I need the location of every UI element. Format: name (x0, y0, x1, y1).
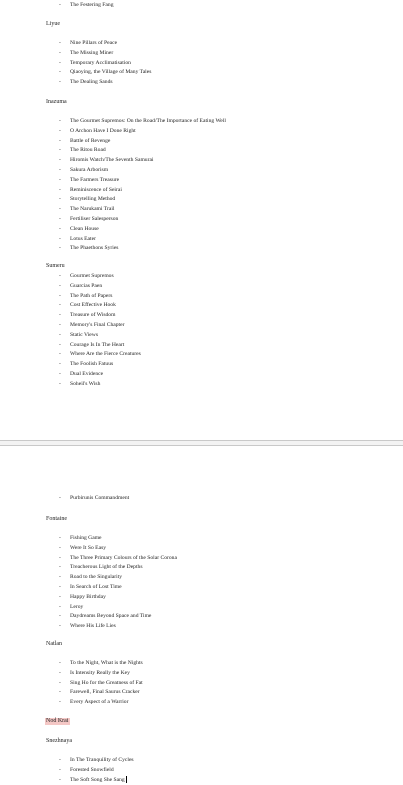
list-item: - O Archon Have I Done Right (0, 127, 226, 137)
list-item: - The Phaethons Syries (0, 244, 226, 254)
list-item: - Soheil's Wish (0, 380, 141, 390)
list-item: - Where His Life Lies (0, 622, 177, 632)
list-item: - Sing Ho for the Greatness of Fat (0, 679, 143, 689)
bullet-list-natlan (0, 659, 143, 708)
list-item: - In Search of Lost Time (0, 583, 177, 593)
list-item: - Dual Evidence (0, 370, 141, 380)
list-item: - To the Night, What is the Nights (0, 659, 143, 669)
list-item: - Guarcias Paen (0, 282, 141, 292)
list-item: - Memory's Final Chapter (0, 321, 141, 331)
list-item: - Road to the Singularity (0, 573, 177, 583)
list-item: - The Path of Papers (0, 292, 141, 302)
list-item: - The Farmers Treasure (0, 176, 226, 186)
list-item: - Treasure of Wisdom (0, 311, 141, 321)
bullet-list-inazuma (0, 117, 226, 254)
list-item: - The Festering Fang (0, 1, 114, 11)
list-item: - Lotus Eater (0, 235, 226, 245)
list-item: - Cost Effective Hook (0, 301, 141, 311)
list-item: - Daydreams Beyond Space and Time (0, 612, 177, 622)
list-item: - Gourmet Supremos (0, 272, 141, 282)
list-item: - The Missing Miner (0, 49, 151, 59)
list-item: - Static Views (0, 331, 141, 341)
list-item: - The Narukami Trail (0, 205, 226, 215)
section-heading-fontaine: Fontaine (46, 516, 67, 522)
list-item: - Farewell, Final Saurus Cracker (0, 688, 143, 698)
list-item: - Clean House (0, 225, 226, 235)
list-item: - Courage Is In The Heart (0, 341, 141, 351)
list-item: - Is Intensity Really the Key (0, 669, 143, 679)
list-item: - Sakura Arborism (0, 166, 226, 176)
list-item: - Temporary Acclimatisation (0, 59, 151, 69)
list-item: - Were It So Easy (0, 544, 177, 554)
section-heading-natlan: Natlan (46, 641, 62, 647)
list-item: - Fishing Game (0, 534, 177, 544)
bullet-list-liyue (0, 39, 151, 88)
list-item: - The Gourmet Supremos: On the Road/The Importance of Eating Well (0, 117, 226, 127)
bullet-list-top (0, 494, 129, 504)
section-heading-inazuma: Inazuma (46, 99, 67, 105)
list-item: - Reminiscence of Seirai (0, 186, 226, 196)
bullet-list-snezhnaya (0, 756, 134, 785)
section-heading-nod-krai[interactable]: Nod Krai (46, 718, 69, 724)
list-item: - In The Tranquility of Cycles (0, 756, 134, 766)
list-item: - Battle of Revenge (0, 137, 226, 147)
list-item: - Hiromis Watch/The Seventh Samurai (0, 156, 226, 166)
list-item: - Forested Snowfield (0, 766, 134, 776)
section-heading-liyue: Liyue (46, 21, 60, 27)
list-item: - The Dealing Sands (0, 78, 151, 88)
list-item: - Happy Birthday (0, 593, 177, 603)
bullet-list-sumeru (0, 272, 141, 390)
list-item: - Nine Pillars of Peace (0, 39, 151, 49)
list-item: - Qiaoying, the Village of Many Tales (0, 68, 151, 78)
list-item: - Treacherous Light of the Depths (0, 563, 177, 573)
bullet-list-top (0, 1, 114, 11)
section-heading-snezhnaya: Snezhnaya (46, 738, 72, 744)
list-item (0, 776, 134, 785)
section-heading-sumeru: Sumeru (46, 263, 65, 269)
list-item: - Where Are the Fierce Creatures (0, 350, 141, 360)
list-item: - Purbirunis Commandment (0, 494, 129, 504)
list-item: - The Ritou Road (0, 146, 226, 156)
list-item-text: The Soft Song She Sang (70, 776, 125, 783)
list-item: - The Three Primary Colours of the Solar Corona (0, 554, 177, 564)
list-item: - The Foolish Fatuus (0, 360, 141, 370)
list-item: - Storytelling Method (0, 195, 226, 205)
document-page-2 (0, 446, 403, 783)
text-cursor (126, 776, 127, 783)
bullet-list-fontaine (0, 534, 177, 632)
list-item: - Every Aspect of a Warrior (0, 698, 143, 708)
list-item: - Fertiliser Salesperson (0, 215, 226, 225)
list-item: - Leroy (0, 603, 177, 613)
